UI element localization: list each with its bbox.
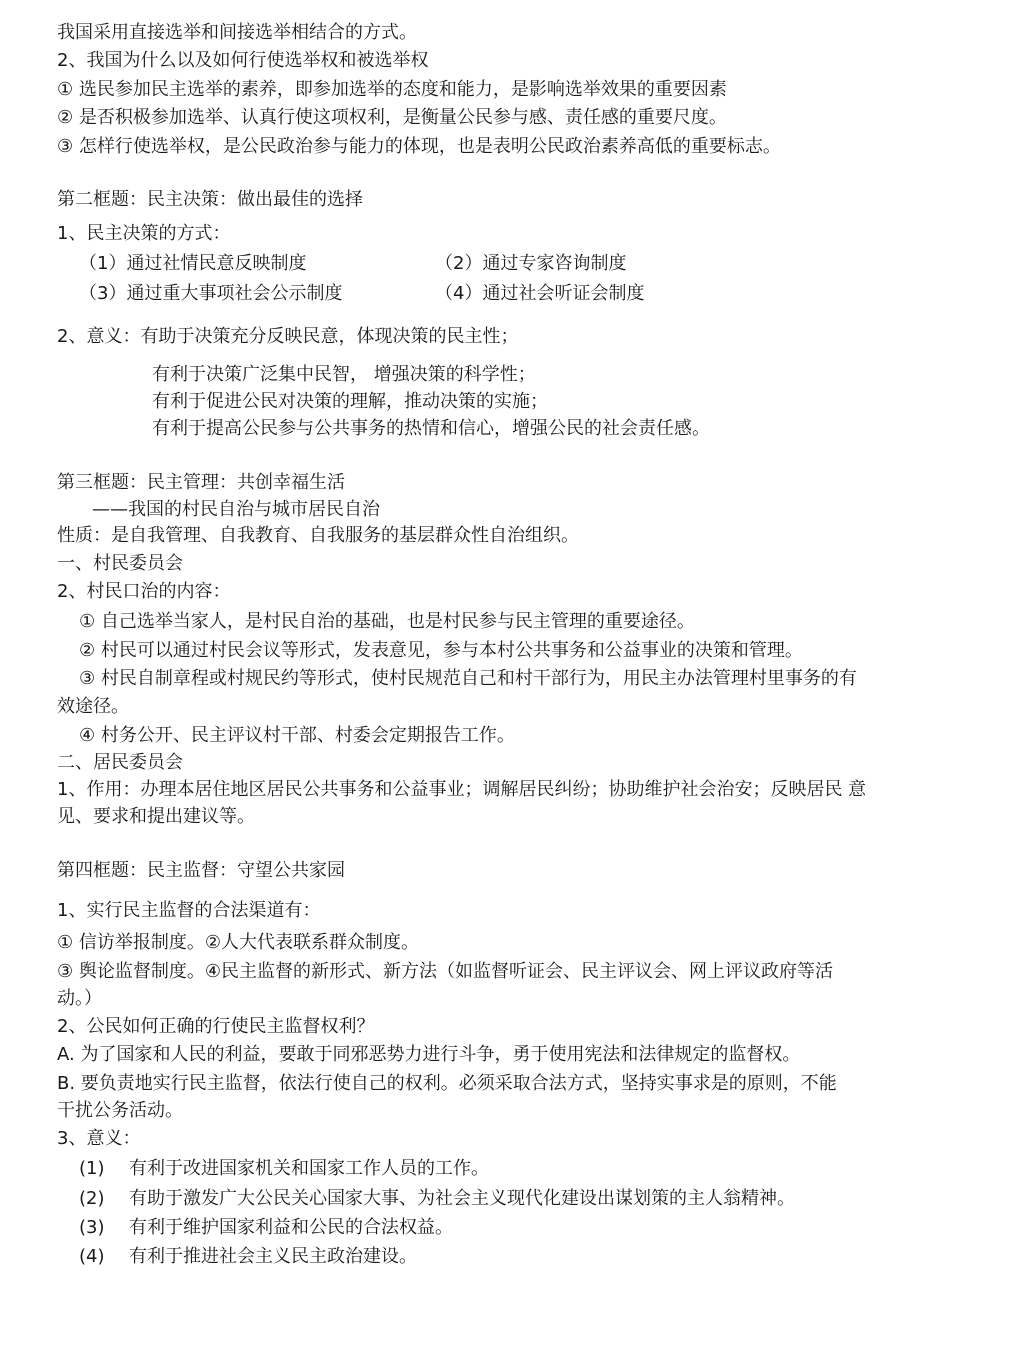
section-2-title: 第二框题：民主决策：做出最佳的选择	[57, 189, 363, 210]
section-4-title: 第四框题：民主监督：守望公共家园	[57, 860, 345, 881]
village-content-4: ④ 村务公开、民主评议村干部、村委会定期报告工作。	[79, 725, 515, 746]
item-number: (3)	[79, 1217, 105, 1238]
method-item-4: （4）通过社会听证会制度	[435, 283, 645, 304]
significance-line-3: 有利于提高公民参与公共事务的热情和信心，增强公民的社会责任感。	[152, 418, 710, 439]
intro-point-3: ③ 怎样行使选举权，是公民政治参与能力的体现，也是表明公民政治素养高低的重要标志。	[57, 136, 781, 157]
section-3-heading-2: 2、村民口治的内容：	[57, 581, 231, 602]
resident-role-line-1: 1、作用：办理本居住地区居民公共事务和公益事业；调解居民纠纷；协助维护社会治安；反映居民 意	[57, 779, 867, 800]
section-3-nature: 性质：是自我管理、自我教育、自我服务的基层群众性自治组织。	[57, 525, 579, 546]
method-item-3: （3）通过重大事项社会公示制度	[79, 283, 343, 304]
significance-item-1	[79, 1155, 960, 1183]
intro-heading: 2、我国为什么以及如何行使选举权和被选举权	[57, 50, 429, 71]
village-content-2: ② 村民可以通过村民会议等形式，发表意见，参与本村公共事务和公益事业的决策和管理。	[79, 640, 803, 661]
section-4-heading-3: 3、意义：	[57, 1128, 141, 1149]
significance-item-2	[79, 1185, 960, 1213]
item-text: 有利于推进社会主义民主政治建设。	[129, 1246, 417, 1267]
section-4-heading-2: 2、公民如何正确的行使民主监督权利？	[57, 1016, 375, 1037]
intro-point-2: ② 是否积极参加选举、认真行使这项权利，是衡量公民参与感、责任感的重要尺度。	[57, 107, 727, 128]
significance-line-2: 有利于促进公民对决策的理解，推动决策的实施；	[152, 391, 548, 412]
section-3-heading-1: 一、村民委员会	[57, 553, 183, 574]
section-3-title: 第三框题：民主管理：共创幸福生活	[57, 472, 345, 493]
channel-line-1: ① 信访举报制度。②人大代表联系群众制度。	[57, 932, 419, 953]
section-3-subtitle: ——我国的村民自治与城市居民自治	[92, 499, 380, 520]
village-content-3b: 效途径。	[57, 696, 129, 717]
section-2-heading-1: 1、民主决策的方式：	[57, 223, 231, 244]
exercise-point-b2: 干扰公务活动。	[57, 1100, 183, 1121]
significance-item-4	[79, 1243, 960, 1271]
method-item-1: （1）通过社情民意反映制度	[79, 253, 307, 274]
exercise-point-a: A. 为了国家和人民的利益，要敢于同邪恶势力进行斗争，勇于使用宪法和法律规定的监督权。	[57, 1044, 801, 1065]
item-number: (2)	[79, 1188, 105, 1209]
exercise-point-b1: B. 要负责地实行民主监督，依法行使自己的权利。必须采取合法方式，坚持实事求是的原则，不能	[57, 1073, 837, 1094]
village-content-1: ① 自己选举当家人，是村民自治的基础，也是村民参与民主管理的重要途径。	[79, 611, 695, 632]
section-3-heading-3: 二、居民委员会	[57, 752, 183, 773]
item-number: (1)	[79, 1158, 105, 1179]
section-2-heading-2: 2、意义：有助于决策充分反映民意，体现决策的民主性；	[57, 326, 519, 347]
intro-point-1: ① 选民参加民主选举的素养，即参加选举的态度和能力，是影响选举效果的重要因素	[57, 79, 727, 100]
significance-item-3	[79, 1214, 960, 1242]
item-text: 有助于激发广大公民关心国家大事、为社会主义现代化建设出谋划策的主人翁精神。	[129, 1188, 795, 1209]
item-number: (4)	[79, 1246, 105, 1267]
item-text: 有利于维护国家利益和公民的合法权益。	[129, 1217, 453, 1238]
resident-role-line-2: 见、要求和提出建议等。	[57, 806, 255, 827]
village-content-3a: ③ 村民自制章程或村规民约等形式，使村民规范自己和村干部行为，用民主办法管理村里事务的有	[79, 668, 857, 689]
channel-line-2a: ③ 舆论监督制度。④民主监督的新形式、新方法（如监督听证会、民主评议会、网上评议政府等活	[57, 961, 833, 982]
item-text: 有利于改进国家机关和国家工作人员的工作。	[129, 1158, 489, 1179]
channel-line-2b: 动。）	[57, 988, 102, 1009]
significance-line-1: 有利于决策广泛集中民智， 增强决策的科学性；	[152, 364, 536, 385]
method-item-2: （2）通过专家咨询制度	[435, 253, 627, 274]
intro-line-1: 我国采用直接选举和间接选举相结合的方式。	[57, 22, 417, 43]
section-4-heading-1: 1、实行民主监督的合法渠道有：	[57, 900, 321, 921]
